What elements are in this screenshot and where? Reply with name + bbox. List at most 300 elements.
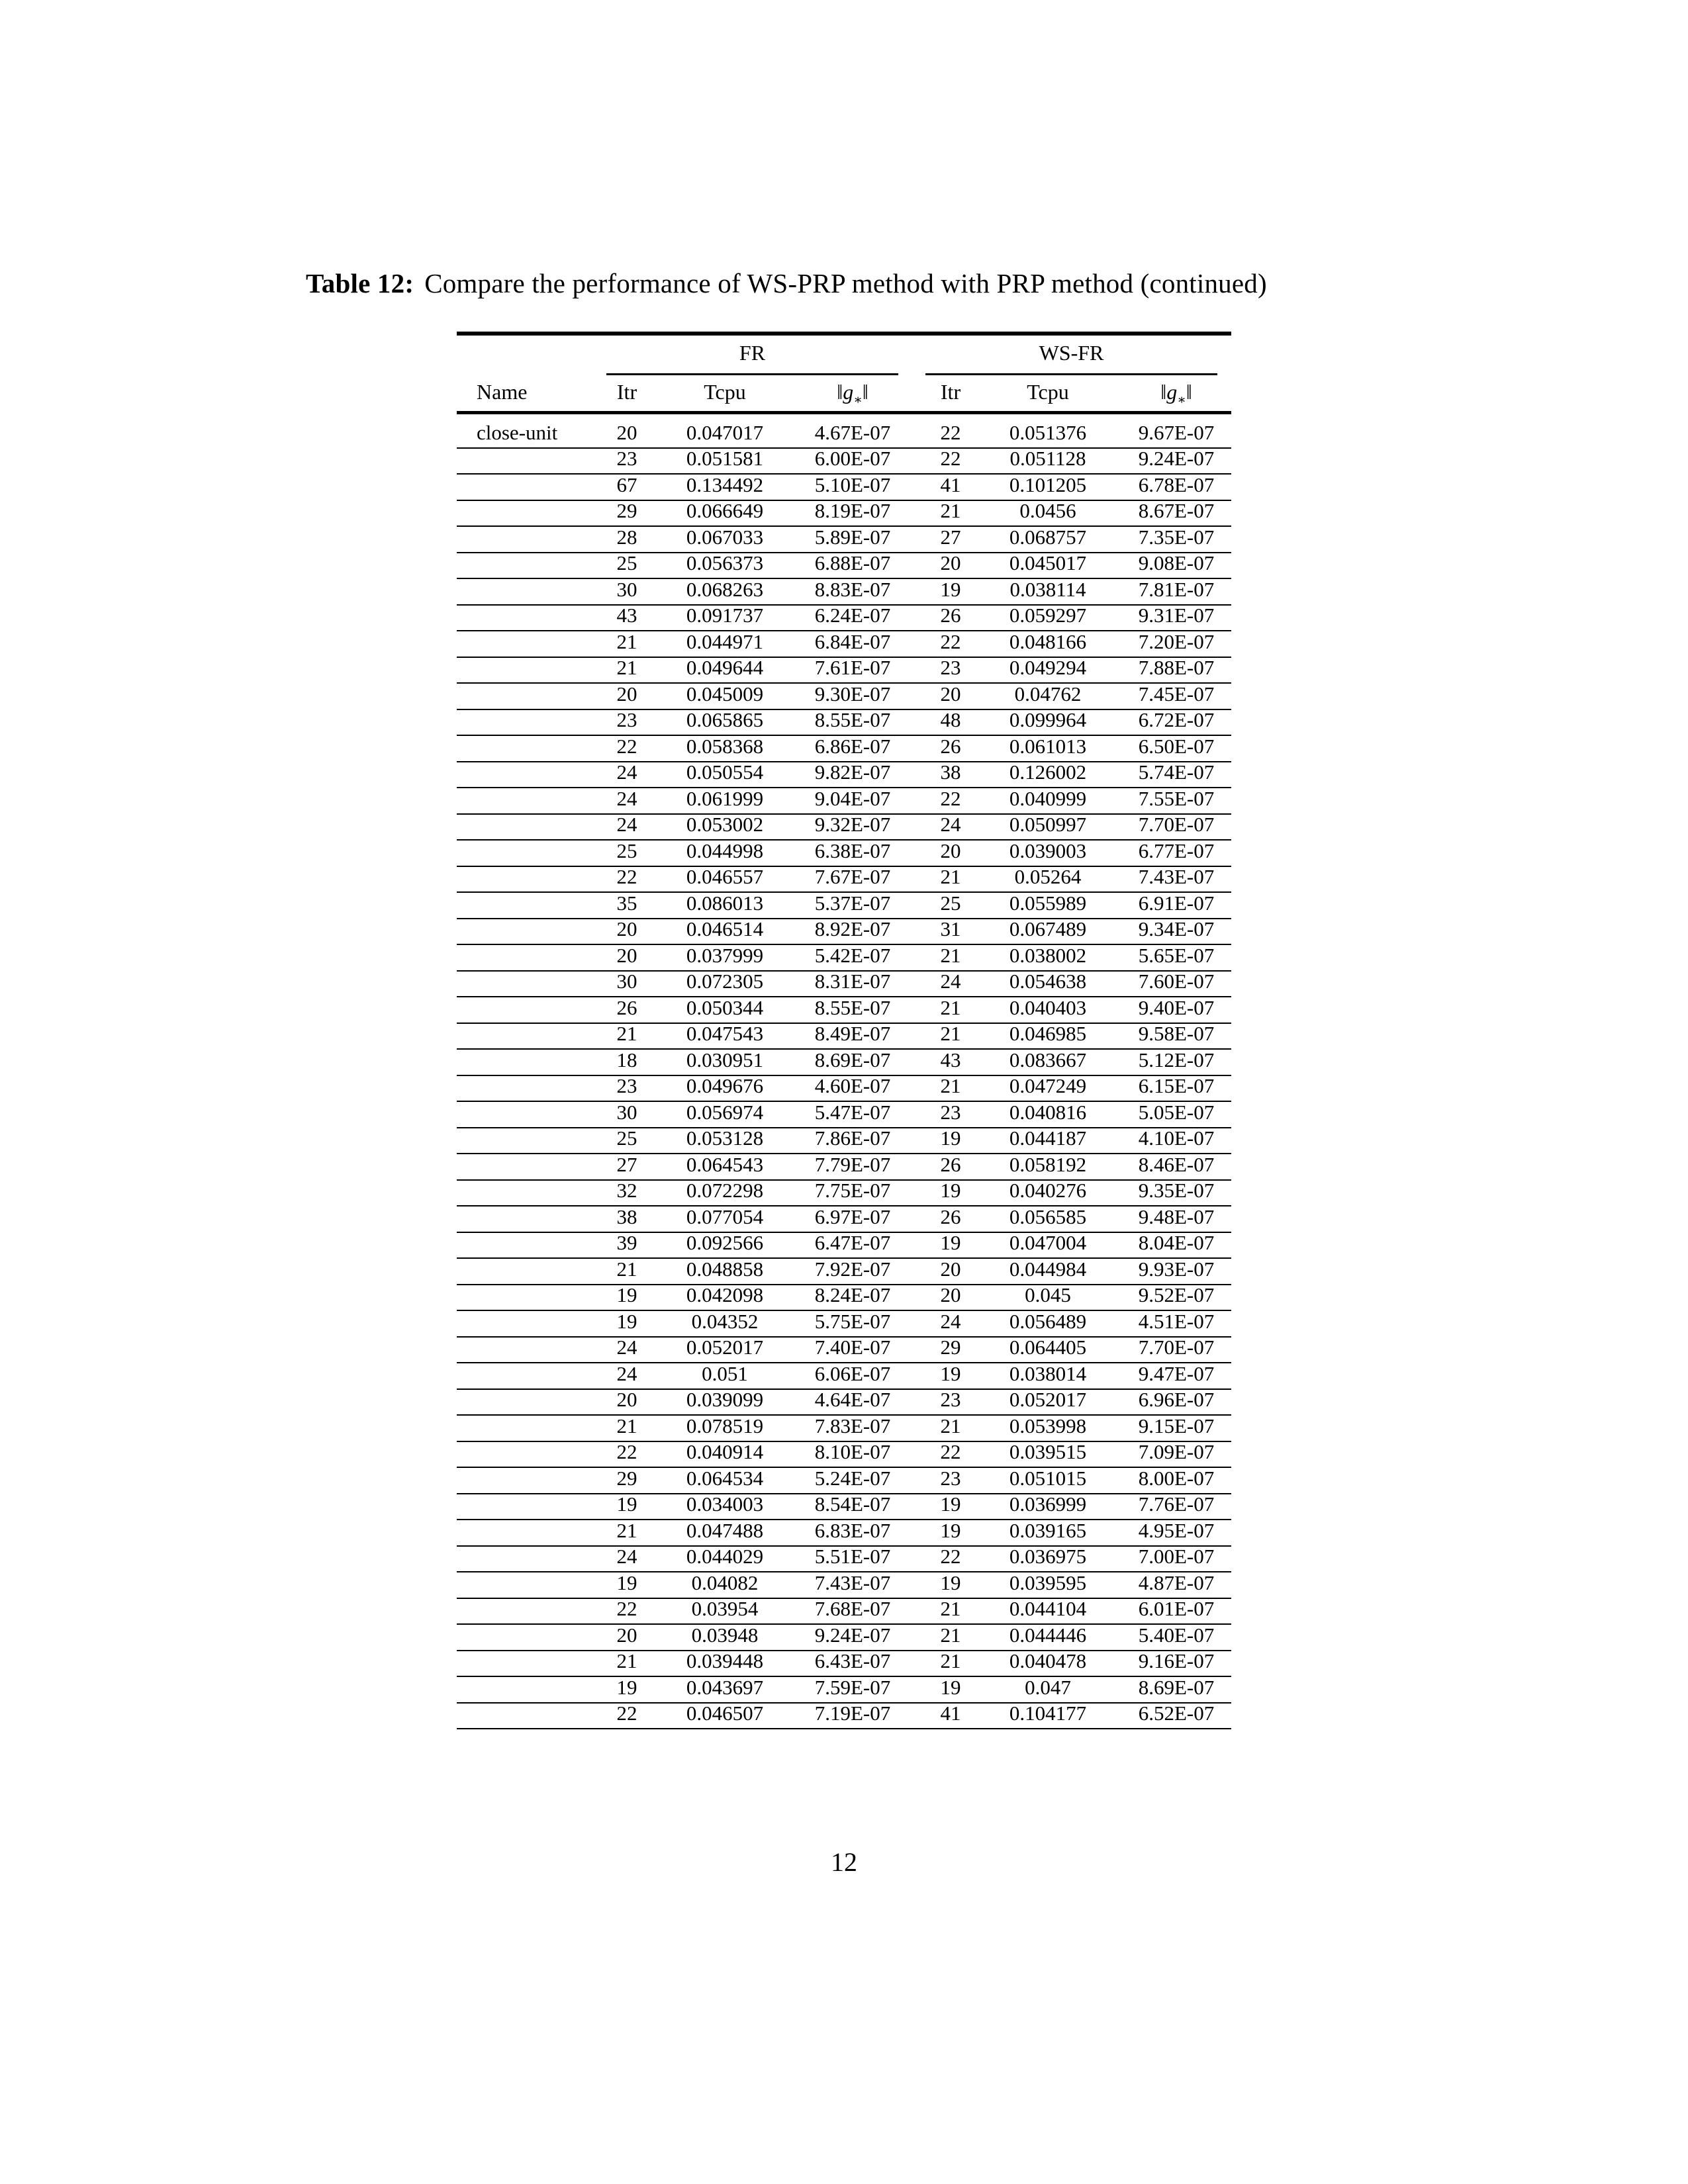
- cell-fr-gnorm: 5.51E-07: [814, 1545, 891, 1568]
- table-row: [457, 1572, 1231, 1599]
- cell-ws-gnorm: 6.77E-07: [1138, 839, 1215, 862]
- table-row: [457, 1285, 1231, 1312]
- cell-fr-gnorm: 7.83E-07: [814, 1414, 891, 1437]
- table-row: [457, 1233, 1231, 1259]
- cell-fr-gnorm: 9.04E-07: [814, 786, 891, 810]
- table-row: [457, 1547, 1231, 1573]
- table-row: [457, 1050, 1231, 1076]
- cell-fr-tcpu: 0.049676: [686, 1074, 764, 1097]
- cell-ws-itr: 23: [940, 656, 961, 679]
- cell-ws-gnorm: 7.70E-07: [1138, 813, 1215, 836]
- cell-fr-gnorm: 8.24E-07: [814, 1283, 891, 1306]
- cell-ws-gnorm: 6.72E-07: [1138, 708, 1215, 731]
- table-row: [457, 475, 1231, 501]
- cell-fr-gnorm: 7.68E-07: [814, 1597, 891, 1620]
- cell-ws-tcpu: 0.036975: [1009, 1545, 1087, 1568]
- table-caption: [306, 267, 1267, 299]
- cell-fr-tcpu: 0.030951: [686, 1048, 764, 1071]
- cell-fr-tcpu: 0.04082: [691, 1570, 759, 1594]
- cell-fr-gnorm: 6.97E-07: [814, 1205, 891, 1228]
- cell-fr-gnorm: 5.10E-07: [814, 473, 891, 496]
- table-row: [457, 553, 1231, 580]
- cell-ws-gnorm: 7.00E-07: [1138, 1545, 1215, 1568]
- cell-ws-gnorm: 7.35E-07: [1138, 525, 1215, 549]
- column-header-ws-tcpu: Tcpu: [1027, 380, 1069, 404]
- table-row: [457, 762, 1231, 789]
- table-row: [457, 1181, 1231, 1207]
- cell-ws-itr: 19: [940, 1231, 961, 1254]
- table-row: [457, 1206, 1231, 1233]
- cell-fr-tcpu: 0.046507: [686, 1702, 764, 1725]
- cell-ws-tcpu: 0.056585: [1009, 1205, 1087, 1228]
- cell-fr-itr: 23: [616, 447, 637, 470]
- cell-ws-tcpu: 0.056489: [1009, 1309, 1087, 1333]
- cell-ws-tcpu: 0.099964: [1009, 708, 1087, 731]
- cell-ws-tcpu: 0.047004: [1009, 1231, 1087, 1254]
- cell-ws-gnorm: 6.96E-07: [1138, 1388, 1215, 1411]
- cell-fr-tcpu: 0.077054: [686, 1205, 764, 1228]
- cell-fr-gnorm: 5.75E-07: [814, 1309, 891, 1333]
- cell-ws-itr: 26: [940, 1205, 961, 1228]
- cell-fr-gnorm: 9.30E-07: [814, 682, 891, 705]
- cell-fr-tcpu: 0.03954: [691, 1597, 759, 1620]
- cell-fr-itr: 43: [616, 604, 637, 627]
- cell-fr-gnorm: 6.88E-07: [814, 551, 891, 574]
- cell-fr-gnorm: 9.32E-07: [814, 813, 891, 836]
- cell-ws-gnorm: 9.67E-07: [1138, 420, 1215, 444]
- cell-fr-itr: 67: [616, 473, 637, 496]
- cell-fr-tcpu: 0.068263: [686, 577, 764, 601]
- cell-ws-tcpu: 0.051128: [1009, 447, 1086, 470]
- table-row: [457, 1625, 1231, 1651]
- cell-ws-itr: 20: [940, 682, 961, 705]
- cell-ws-tcpu: 0.055989: [1009, 891, 1087, 915]
- cell-fr-gnorm: 7.19E-07: [814, 1702, 891, 1725]
- cell-fr-itr: 21: [616, 1518, 637, 1542]
- column-header-fr-tcpu: Tcpu: [704, 380, 746, 404]
- cell-ws-gnorm: 6.15E-07: [1138, 1074, 1215, 1097]
- group-rule-ws-fr: [925, 373, 1217, 375]
- cell-ws-tcpu: 0.039003: [1009, 839, 1087, 862]
- cell-fr-gnorm: 8.69E-07: [814, 1048, 891, 1071]
- table-row: [457, 1677, 1231, 1704]
- cell-fr-gnorm: 7.40E-07: [814, 1336, 891, 1359]
- cell-fr-itr: 20: [616, 1623, 637, 1647]
- cell-ws-itr: 21: [940, 1074, 961, 1097]
- cell-ws-tcpu: 0.051376: [1009, 420, 1087, 444]
- cell-ws-tcpu: 0.047: [1025, 1675, 1071, 1699]
- cell-fr-itr: 20: [616, 420, 637, 444]
- cell-ws-tcpu: 0.050997: [1009, 813, 1087, 836]
- column-header-name: Name: [477, 380, 528, 404]
- cell-fr-gnorm: 4.67E-07: [814, 420, 891, 444]
- cell-fr-gnorm: 4.60E-07: [814, 1074, 891, 1097]
- cell-ws-gnorm: 9.15E-07: [1138, 1414, 1215, 1437]
- cell-ws-itr: 19: [940, 1518, 961, 1542]
- cell-fr-itr: 22: [616, 1597, 637, 1620]
- cell-ws-itr: 19: [940, 1179, 961, 1202]
- cell-fr-gnorm: 7.75E-07: [814, 1179, 891, 1202]
- cell-ws-tcpu: 0.036999: [1009, 1492, 1087, 1516]
- cell-fr-itr: 25: [616, 551, 637, 574]
- cell-ws-gnorm: 9.34E-07: [1138, 917, 1215, 940]
- cell-ws-gnorm: 8.46E-07: [1138, 1152, 1215, 1176]
- cell-fr-gnorm: 6.38E-07: [814, 839, 891, 862]
- cell-ws-gnorm: 5.12E-07: [1138, 1048, 1215, 1071]
- cell-fr-itr: 23: [616, 1074, 637, 1097]
- cell-fr-gnorm: 8.10E-07: [814, 1440, 891, 1463]
- cell-fr-tcpu: 0.044971: [686, 629, 764, 653]
- cell-fr-itr: 21: [616, 1649, 637, 1672]
- cell-ws-tcpu: 0.044187: [1009, 1126, 1087, 1150]
- table-row: [457, 527, 1231, 553]
- cell-ws-itr: 26: [940, 1152, 961, 1176]
- caption-text: Compare the performance of WS-PRP method with PRP method (continued): [424, 268, 1267, 298]
- cell-fr-itr: 32: [616, 1179, 637, 1202]
- cell-fr-itr: 21: [616, 1257, 637, 1281]
- cell-ws-tcpu: 0.039515: [1009, 1440, 1087, 1463]
- cell-fr-itr: 19: [616, 1675, 637, 1699]
- cell-fr-itr: 24: [616, 786, 637, 810]
- page-number: 12: [831, 1847, 857, 1877]
- cell-ws-gnorm: 7.20E-07: [1138, 629, 1215, 653]
- cell-ws-itr: 19: [940, 1126, 961, 1150]
- table-row: [457, 1651, 1231, 1678]
- cell-ws-gnorm: 7.55E-07: [1138, 786, 1215, 810]
- cell-ws-gnorm: 9.35E-07: [1138, 1179, 1215, 1202]
- cell-fr-tcpu: 0.037999: [686, 943, 764, 967]
- cell-fr-gnorm: 6.47E-07: [814, 1231, 891, 1254]
- cell-ws-gnorm: 4.87E-07: [1138, 1570, 1215, 1594]
- cell-fr-itr: 19: [616, 1309, 637, 1333]
- table-row: [457, 1599, 1231, 1625]
- cell-ws-itr: 19: [940, 1492, 961, 1516]
- cell-ws-itr: 26: [940, 734, 961, 758]
- table-row: [457, 1154, 1231, 1181]
- cell-fr-tcpu: 0.053128: [686, 1126, 764, 1150]
- cell-ws-itr: 26: [940, 604, 961, 627]
- table-row: [457, 1076, 1231, 1103]
- cell-fr-tcpu: 0.047543: [686, 1022, 764, 1045]
- cell-ws-itr: 31: [940, 917, 961, 940]
- cell-fr-tcpu: 0.134492: [686, 473, 764, 496]
- cell-ws-itr: 48: [940, 708, 961, 731]
- table-row: [457, 736, 1231, 762]
- cell-ws-gnorm: 4.10E-07: [1138, 1126, 1215, 1150]
- table-row: [457, 606, 1231, 632]
- cell-fr-tcpu: 0.072298: [686, 1179, 764, 1202]
- cell-ws-itr: 21: [940, 1623, 961, 1647]
- cell-ws-tcpu: 0.067489: [1009, 917, 1087, 940]
- cell-fr-gnorm: 7.67E-07: [814, 865, 891, 888]
- cell-ws-gnorm: 9.08E-07: [1138, 551, 1215, 574]
- cell-ws-gnorm: 9.24E-07: [1138, 447, 1215, 470]
- cell-ws-gnorm: 6.78E-07: [1138, 473, 1215, 496]
- cell-ws-gnorm: 6.52E-07: [1138, 1702, 1215, 1725]
- cell-ws-itr: 20: [940, 1257, 961, 1281]
- cell-fr-itr: 22: [616, 1702, 637, 1725]
- caption-label: Table 12:: [306, 268, 414, 298]
- cell-fr-itr: 21: [616, 656, 637, 679]
- cell-ws-tcpu: 0.044984: [1009, 1257, 1087, 1281]
- cell-ws-itr: 41: [940, 1702, 961, 1725]
- cell-fr-gnorm: 7.86E-07: [814, 1126, 891, 1150]
- cell-fr-itr: 39: [616, 1231, 637, 1254]
- cell-fr-gnorm: 8.92E-07: [814, 917, 891, 940]
- table-row: [457, 841, 1231, 867]
- cell-fr-itr: 24: [616, 813, 637, 836]
- cell-fr-itr: 24: [616, 760, 637, 784]
- cell-ws-itr: 21: [940, 865, 961, 888]
- cell-fr-itr: 28: [616, 525, 637, 549]
- cell-ws-tcpu: 0.104177: [1009, 1702, 1087, 1725]
- cell-fr-itr: 22: [616, 865, 637, 888]
- cell-ws-tcpu: 0.048166: [1009, 629, 1087, 653]
- cell-ws-itr: 27: [940, 525, 961, 549]
- table-row: [457, 997, 1231, 1024]
- table-row: [457, 631, 1231, 658]
- cell-ws-tcpu: 0.059297: [1009, 604, 1087, 627]
- group-header-ws-fr: WS-FR: [1039, 341, 1104, 365]
- cell-fr-itr: 21: [616, 629, 637, 653]
- cell-fr-tcpu: 0.050344: [686, 995, 764, 1019]
- cell-ws-gnorm: 7.45E-07: [1138, 682, 1215, 705]
- cell-ws-tcpu: 0.040816: [1009, 1100, 1087, 1124]
- cell-fr-tcpu: 0.056974: [686, 1100, 764, 1124]
- cell-fr-tcpu: 0.052017: [686, 1336, 764, 1359]
- cell-fr-tcpu: 0.040914: [686, 1440, 764, 1463]
- cell-fr-tcpu: 0.051581: [686, 447, 764, 470]
- table-row: [457, 1520, 1231, 1547]
- cell-ws-tcpu: 0.044104: [1009, 1597, 1087, 1620]
- table-row: [457, 579, 1231, 606]
- cell-ws-tcpu: 0.068757: [1009, 525, 1087, 549]
- cell-fr-gnorm: 6.06E-07: [814, 1361, 891, 1385]
- cell-fr-itr: 20: [616, 943, 637, 967]
- cell-fr-tcpu: 0.042098: [686, 1283, 764, 1306]
- cell-ws-itr: 38: [940, 760, 961, 784]
- cell-ws-itr: 19: [940, 1361, 961, 1385]
- cell-ws-tcpu: 0.040478: [1009, 1649, 1087, 1672]
- cell-ws-itr: 19: [940, 577, 961, 601]
- cell-fr-gnorm: 9.82E-07: [814, 760, 891, 784]
- cell-fr-itr: 20: [616, 682, 637, 705]
- cell-ws-gnorm: 5.65E-07: [1138, 943, 1215, 967]
- cell-fr-itr: 27: [616, 1152, 637, 1176]
- cell-fr-tcpu: 0.047017: [686, 420, 764, 444]
- cell-fr-gnorm: 7.59E-07: [814, 1675, 891, 1699]
- cell-fr-itr: 18: [616, 1048, 637, 1071]
- cell-ws-tcpu: 0.038114: [1009, 577, 1086, 601]
- table-row: [457, 1390, 1231, 1416]
- cell-fr-itr: 21: [616, 1022, 637, 1045]
- cell-fr-tcpu: 0.053002: [686, 813, 764, 836]
- cell-ws-itr: 19: [940, 1570, 961, 1594]
- table-row: [457, 867, 1231, 893]
- table-row: [457, 684, 1231, 710]
- table-row: [457, 972, 1231, 998]
- cell-fr-itr: 25: [616, 1126, 637, 1150]
- column-header-fr-gnorm: $‖g_∗‖$: [837, 380, 868, 408]
- table-row: [457, 893, 1231, 919]
- cell-fr-tcpu: 0.048858: [686, 1257, 764, 1281]
- cell-ws-tcpu: 0.045: [1025, 1283, 1071, 1306]
- cell-fr-gnorm: 8.55E-07: [814, 995, 891, 1019]
- cell-fr-gnorm: 8.54E-07: [814, 1492, 891, 1516]
- cell-ws-gnorm: 8.04E-07: [1138, 1231, 1215, 1254]
- cell-fr-itr: 20: [616, 917, 637, 940]
- cell-fr-itr: 22: [616, 1440, 637, 1463]
- cell-fr-itr: 22: [616, 734, 637, 758]
- cell-fr-itr: 29: [616, 499, 637, 522]
- cell-fr-gnorm: 6.43E-07: [814, 1649, 891, 1672]
- cell-fr-gnorm: 7.61E-07: [814, 656, 891, 679]
- cell-ws-gnorm: 9.48E-07: [1138, 1205, 1215, 1228]
- cell-fr-tcpu: 0.091737: [686, 604, 764, 627]
- cell-fr-tcpu: 0.044029: [686, 1545, 764, 1568]
- cell-fr-tcpu: 0.078519: [686, 1414, 764, 1437]
- table-row: [457, 1311, 1231, 1338]
- cell-ws-itr: 22: [940, 1545, 961, 1568]
- cell-fr-gnorm: 5.42E-07: [814, 943, 891, 967]
- table-row: [457, 945, 1231, 972]
- cell-ws-itr: 22: [940, 1440, 961, 1463]
- cell-ws-tcpu: 0.052017: [1009, 1388, 1087, 1411]
- cell-fr-tcpu: 0.039448: [686, 1649, 764, 1672]
- cell-ws-tcpu: 0.058192: [1009, 1152, 1087, 1176]
- cell-fr-tcpu: 0.046514: [686, 917, 764, 940]
- cell-ws-itr: 24: [940, 1309, 961, 1333]
- cell-fr-gnorm: 5.37E-07: [814, 891, 891, 915]
- cell-ws-gnorm: 9.31E-07: [1138, 604, 1215, 627]
- table-top-rule: [457, 332, 1231, 336]
- cell-fr-tcpu: 0.092566: [686, 1231, 764, 1254]
- cell-fr-itr: 30: [616, 1100, 637, 1124]
- cell-fr-tcpu: 0.058368: [686, 734, 764, 758]
- cell-ws-tcpu: 0.047249: [1009, 1074, 1087, 1097]
- cell-ws-tcpu: 0.040403: [1009, 995, 1087, 1019]
- table-row: [457, 919, 1231, 946]
- table-row: [457, 1259, 1231, 1285]
- cell-fr-gnorm: 4.64E-07: [814, 1388, 891, 1411]
- cell-ws-gnorm: 7.43E-07: [1138, 865, 1215, 888]
- cell-ws-gnorm: 8.67E-07: [1138, 499, 1215, 522]
- cell-ws-itr: 22: [940, 447, 961, 470]
- cell-fr-gnorm: 6.86E-07: [814, 734, 891, 758]
- cell-fr-itr: 20: [616, 1388, 637, 1411]
- cell-ws-itr: 20: [940, 1283, 961, 1306]
- cell-fr-gnorm: 8.83E-07: [814, 577, 891, 601]
- cell-ws-itr: 24: [940, 970, 961, 993]
- cell-ws-gnorm: 8.00E-07: [1138, 1466, 1215, 1490]
- cell-ws-gnorm: 5.74E-07: [1138, 760, 1215, 784]
- cell-ws-itr: 22: [940, 629, 961, 653]
- cell-ws-gnorm: 5.05E-07: [1138, 1100, 1215, 1124]
- cell-fr-tcpu: 0.045009: [686, 682, 764, 705]
- cell-ws-gnorm: 7.81E-07: [1138, 577, 1215, 601]
- table-row: [457, 1494, 1231, 1521]
- cell-fr-itr: 19: [616, 1492, 637, 1516]
- cell-fr-itr: 30: [616, 970, 637, 993]
- cell-ws-tcpu: 0.101205: [1009, 473, 1087, 496]
- cell-ws-itr: 21: [940, 1414, 961, 1437]
- cell-fr-tcpu: 0.03948: [691, 1623, 759, 1647]
- cell-ws-itr: 21: [940, 499, 961, 522]
- cell-fr-tcpu: 0.064543: [686, 1152, 764, 1176]
- cell-fr-itr: 35: [616, 891, 637, 915]
- cell-ws-itr: 25: [940, 891, 961, 915]
- cell-fr-tcpu: 0.072305: [686, 970, 764, 993]
- cell-ws-tcpu: 0.040276: [1009, 1179, 1087, 1202]
- table-row: [457, 788, 1231, 815]
- cell-fr-tcpu: 0.044998: [686, 839, 764, 862]
- cell-fr-tcpu: 0.067033: [686, 525, 764, 549]
- cell-ws-gnorm: 8.69E-07: [1138, 1675, 1215, 1699]
- table-row: [457, 1102, 1231, 1128]
- cell-ws-itr: 21: [940, 995, 961, 1019]
- cell-fr-gnorm: 7.79E-07: [814, 1152, 891, 1176]
- cell-fr-gnorm: 9.24E-07: [814, 1623, 891, 1647]
- cell-fr-itr: 19: [616, 1283, 637, 1306]
- cell-fr-gnorm: 8.49E-07: [814, 1022, 891, 1045]
- cell-fr-gnorm: 7.92E-07: [814, 1257, 891, 1281]
- table-row: [457, 1128, 1231, 1155]
- cell-ws-itr: 23: [940, 1466, 961, 1490]
- cell-fr-tcpu: 0.065865: [686, 708, 764, 731]
- cell-fr-itr: 26: [616, 995, 637, 1019]
- cell-ws-tcpu: 0.039165: [1009, 1518, 1087, 1542]
- cell-fr-tcpu: 0.034003: [686, 1492, 764, 1516]
- table-row: [457, 414, 1231, 449]
- cell-fr-itr: 25: [616, 839, 637, 862]
- cell-ws-gnorm: 5.40E-07: [1138, 1623, 1215, 1647]
- cell-fr-itr: 24: [616, 1336, 637, 1359]
- cell-fr-tcpu: 0.04352: [691, 1309, 759, 1333]
- cell-ws-tcpu: 0.053998: [1009, 1414, 1087, 1437]
- cell-ws-gnorm: 7.70E-07: [1138, 1336, 1215, 1359]
- cell-fr-tcpu: 0.051: [702, 1361, 748, 1385]
- cell-ws-tcpu: 0.040999: [1009, 786, 1087, 810]
- cell-ws-itr: 19: [940, 1675, 961, 1699]
- cell-ws-itr: 22: [940, 786, 961, 810]
- cell-ws-tcpu: 0.044446: [1009, 1623, 1087, 1647]
- cell-fr-gnorm: 8.31E-07: [814, 970, 891, 993]
- table-row: [457, 1416, 1231, 1442]
- cell-name: close-unit: [477, 420, 558, 444]
- cell-ws-tcpu: 0.046985: [1009, 1022, 1087, 1045]
- cell-fr-gnorm: 5.47E-07: [814, 1100, 891, 1124]
- column-header-fr-itr: Itr: [616, 380, 637, 404]
- cell-fr-itr: 38: [616, 1205, 637, 1228]
- cell-ws-tcpu: 0.051015: [1009, 1466, 1087, 1490]
- cell-ws-itr: 41: [940, 473, 961, 496]
- cell-ws-itr: 21: [940, 1649, 961, 1672]
- cell-ws-tcpu: 0.083667: [1009, 1048, 1087, 1071]
- table-row: [457, 1442, 1231, 1469]
- table-row: [457, 449, 1231, 475]
- cell-fr-tcpu: 0.047488: [686, 1518, 764, 1542]
- cell-ws-tcpu: 0.04762: [1014, 682, 1082, 705]
- cell-fr-itr: 23: [616, 708, 637, 731]
- cell-fr-itr: 24: [616, 1545, 637, 1568]
- cell-ws-tcpu: 0.126002: [1009, 760, 1087, 784]
- table-row: [457, 815, 1231, 841]
- cell-fr-tcpu: 0.046557: [686, 865, 764, 888]
- cell-fr-tcpu: 0.043697: [686, 1675, 764, 1699]
- table-row: [457, 710, 1231, 737]
- cell-fr-itr: 30: [616, 577, 637, 601]
- cell-ws-gnorm: 9.47E-07: [1138, 1361, 1215, 1385]
